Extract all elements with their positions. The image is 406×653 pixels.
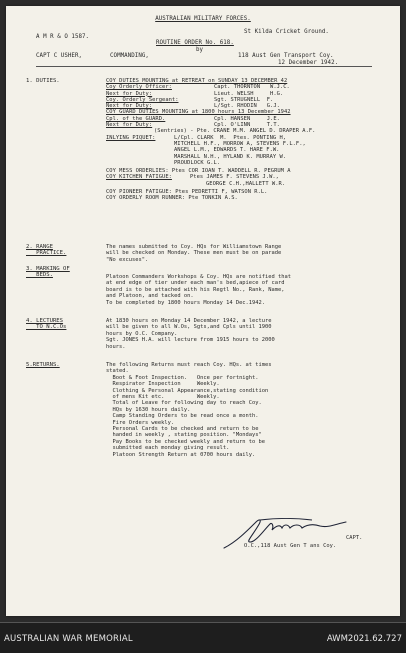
returns-line: handed in weekly , stating position. "Mondays"	[106, 432, 262, 439]
footer-accession-number: AWM2021.62.727	[326, 634, 402, 644]
guard-label: Cpl. of the GUARD.	[106, 115, 166, 122]
duty-value: Lieut. WELSH H.G.	[214, 90, 284, 97]
document-page	[6, 6, 400, 616]
document-title: AUSTRALIAN MILITARY FORCES.	[155, 16, 251, 22]
guard-value: Cpl. O'LINN T.T.	[214, 122, 280, 129]
marking-line: and Platoon, and tacked on.	[106, 293, 194, 300]
returns-line: Respirator Inspection Weekly.	[106, 381, 220, 388]
lecture-line: hours.	[106, 343, 126, 350]
header-rule	[36, 66, 372, 67]
duty-row	[106, 103, 391, 109]
picquet-line: PROUDLOCK G.L.	[174, 159, 221, 166]
lecture-line: Sgt. JONES H.A. will lecture from 1915 hours to 2000	[106, 337, 275, 344]
retreat-duties-header: COY DUTIES MOUNTING at RETREAT on SUNDAY 13 DECEMBER 42	[106, 78, 288, 84]
orderly-room-runner: COY ORDERLY ROOM RUNNER: Pte TONKIN A.S.	[106, 195, 238, 202]
returns-line: Personal Cards to be checked and return to be	[106, 426, 259, 433]
marking-line: at end edge of tier under each man's bed,apiece of card	[106, 280, 285, 287]
archive-footer	[0, 622, 406, 653]
duties-block	[106, 78, 391, 202]
kitchen-line: GEORGE C.H.,HALLETT W.R.	[206, 180, 286, 187]
duty-value: L/Sgt. RHODIN G.J.	[214, 103, 280, 110]
guard-value: Cpl. HANSEN J.E.	[214, 115, 280, 122]
section-marking-heading: 3. MARKING OF BEDS.	[26, 266, 70, 279]
mess-orderlies: COY MESS ORDERLIES: Ptes COR IOAN T. WADDELL R. PEGRUM A	[106, 168, 291, 175]
section-lectures-heading: 4. LECTURES TO N.C.Os	[26, 318, 67, 331]
marking-text	[106, 274, 391, 306]
footer-divider	[0, 622, 406, 623]
kitchen-row	[106, 174, 391, 180]
guard-label: Next for Duty:	[106, 122, 153, 129]
unit-name: 118 Aust Gen Transport Coy.	[238, 53, 334, 59]
kitchen-label: COY KITCHEN FATIGUE:	[106, 174, 172, 181]
location: St Kilda Cricket Ground.	[244, 29, 329, 35]
duty-label: Next for Duty:	[106, 90, 153, 97]
range-line: The names submitted to Coy. HQs for Williamstown Range	[106, 244, 282, 250]
header-center	[6, 16, 400, 22]
duty-value: Capt. THORNTON W.J.C.	[214, 84, 290, 91]
guard-row	[106, 122, 391, 128]
signature-rank: CAPT.	[346, 535, 363, 541]
returns-line: stated.	[106, 368, 129, 375]
picquet-line: ANGEL L.M., EDWARDS T. HARE F.W.	[174, 147, 280, 154]
picquet-label: INLYING PIQUET:	[106, 134, 156, 141]
signature-title: O.C.,118 Aust Gen T ans Coy.	[244, 543, 337, 549]
section-returns-heading: 5.RETURNS.	[26, 362, 60, 368]
pioneer-fatigue: COY PIONEER FATIGUE: Ptes PEDRETTI F, WATSON R.L.	[106, 189, 268, 196]
commanding-label: COMMANDING,	[110, 53, 149, 59]
returns-line: The following Returns must reach Coy. HQs. at times	[106, 362, 272, 368]
picquet-line: L/Cpl. CLARK M. Ptes. PONTING H,	[174, 134, 287, 141]
returns-line: Total of Leave for following day to reach Coy.	[106, 400, 262, 407]
kitchen-line: Ptes JAMES F. STEVENS J.W.,	[190, 174, 279, 181]
returns-line: Platoon Strength Return at 0700 hours daily.	[106, 451, 256, 458]
order-reference: A M R & O 1587.	[36, 34, 90, 40]
returns-line: Boot & Foot Inspection. Once per fortnight.	[106, 374, 259, 381]
lecture-line: will be given to all W.Os, Sgts,and Cpls until 1900	[106, 324, 272, 331]
lecture-line: At 1830 hours on Monday 14 December 1942, a lecture	[106, 318, 272, 324]
range-line: will be checked on Monday. These men must be on parade	[106, 250, 282, 257]
section-duties-heading: 1. DUTIES.	[26, 78, 60, 84]
routine-order-number: ROUTINE ORDER No. 618.	[156, 40, 234, 46]
range-line: "No excuses".	[106, 256, 149, 263]
picquet-row	[106, 135, 391, 141]
returns-line: Pay Books to be checked weekly and return to be	[106, 438, 266, 445]
duty-value: Sgt. STRUGNELL F.	[214, 96, 274, 103]
duty-label: Coy Orderly Officer:	[106, 84, 172, 91]
order-date: 12 December 1942.	[278, 60, 339, 66]
by-word: by	[196, 47, 204, 53]
returns-line: Camp Standing Orders to be read once a month.	[106, 413, 259, 420]
returns-line: of mens Kit etc. Weekly.	[106, 394, 220, 401]
picquet-line: MARSHALL N.H., HYLAND K. MURRAY W.	[174, 153, 287, 160]
marking-line: Platoon Commanders Workshops & Coy. HQs are notified that	[106, 274, 291, 280]
lecture-line: hours by O.C. Company.	[106, 330, 178, 337]
footer-institution: AUSTRALIAN WAR MEMORIAL	[4, 634, 133, 644]
returns-line: Clothing & Personal Appearance,stating condition	[106, 387, 269, 394]
range-text	[106, 244, 391, 263]
guard-duties-header: COY GUARD DUTIES MOUNTING at 1800 hours 13 December 1942	[106, 109, 291, 116]
returns-line: submitted each monday giving result.	[106, 445, 230, 452]
duty-label: Next for Duty:	[106, 103, 153, 110]
marking-line: To be completed by 1800 hours Monday 14 Dec.1942.	[106, 299, 266, 306]
returns-text	[106, 362, 391, 458]
sentries-line: (Sentries) - Pte. CRANE M.M. ANGEL D. DRAPER A.F.	[154, 128, 316, 135]
returns-line: Fire Orders weekly.	[106, 419, 175, 426]
picquet-line: MITCHELL H.F., MORROW A, STEVENS F.L.F.,	[174, 140, 306, 147]
returns-line: HQs by 1630 hours daily.	[106, 406, 191, 413]
marking-line: board is to be attached with his Regtl No., Rank, Name,	[106, 286, 285, 293]
lectures-text	[106, 318, 391, 350]
section-range-heading: 2. RANGE PRACTICE.	[26, 244, 67, 257]
duty-label: Coy. Orderly Sergeant:	[106, 96, 179, 103]
commanding-officer: CAPT C USHER,	[36, 53, 83, 59]
